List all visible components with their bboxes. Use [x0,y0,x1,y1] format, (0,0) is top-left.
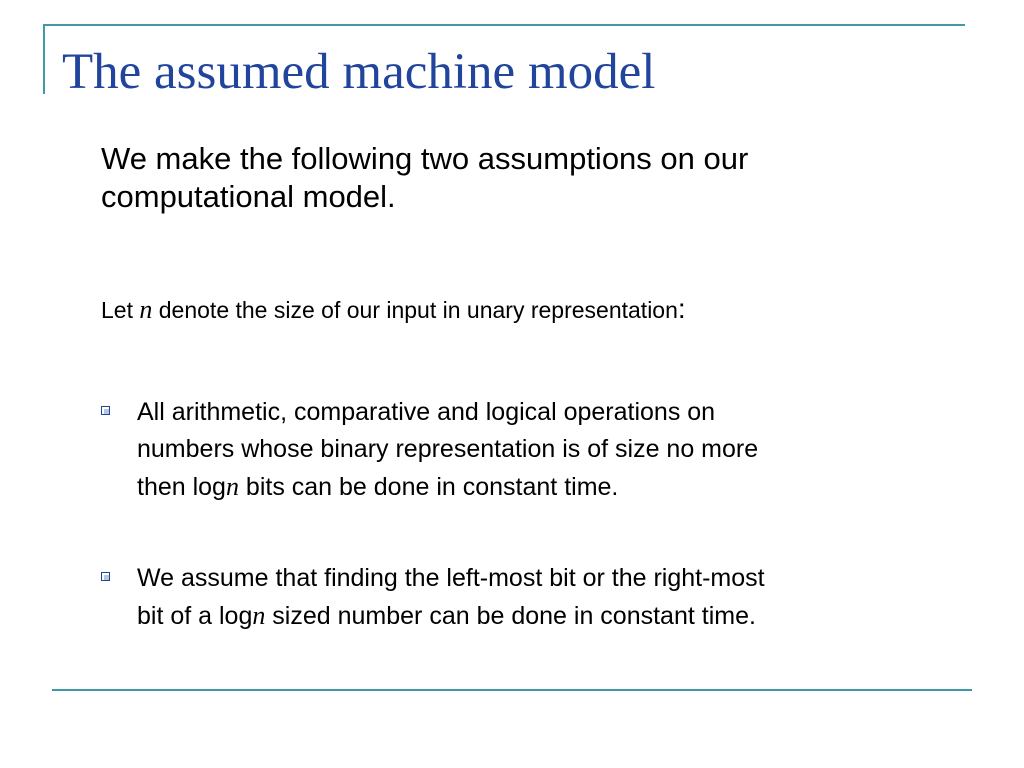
let-colon: : [677,293,686,324]
bullet-line-suffix: sized number can be done in constant time. [265,602,756,630]
math-variable-n: n [139,295,153,324]
square-bullet-icon [101,572,110,581]
let-prefix: Let [101,297,140,323]
let-statement [101,292,686,327]
bullet-text [137,394,937,506]
bullet-text [137,560,937,635]
top-accent-line [43,24,965,26]
slide-title: The assumed machine model [62,44,656,100]
left-accent-line [43,24,45,94]
let-suffix: denote the size of our input in unary representation [152,297,678,323]
bullet-line: numbers whose binary representation is of size no more [137,435,759,463]
bullet-line-prefix: then log [137,473,226,501]
square-bullet-icon [101,406,110,415]
math-variable-n: n [225,472,239,501]
math-variable-n: n [252,601,266,630]
intro-paragraph: We make the following two assumptions on our computational model. [101,141,749,214]
bullet-line-suffix: bits can be done in constant time. [238,473,619,501]
bottom-accent-line [52,689,972,691]
bullet-line-prefix: bit of a log [137,602,253,630]
bullet-line: All arithmetic, comparative and logical operations on [137,398,716,426]
bullet-line: We assume that finding the left-most bit or the right-most [137,564,765,592]
